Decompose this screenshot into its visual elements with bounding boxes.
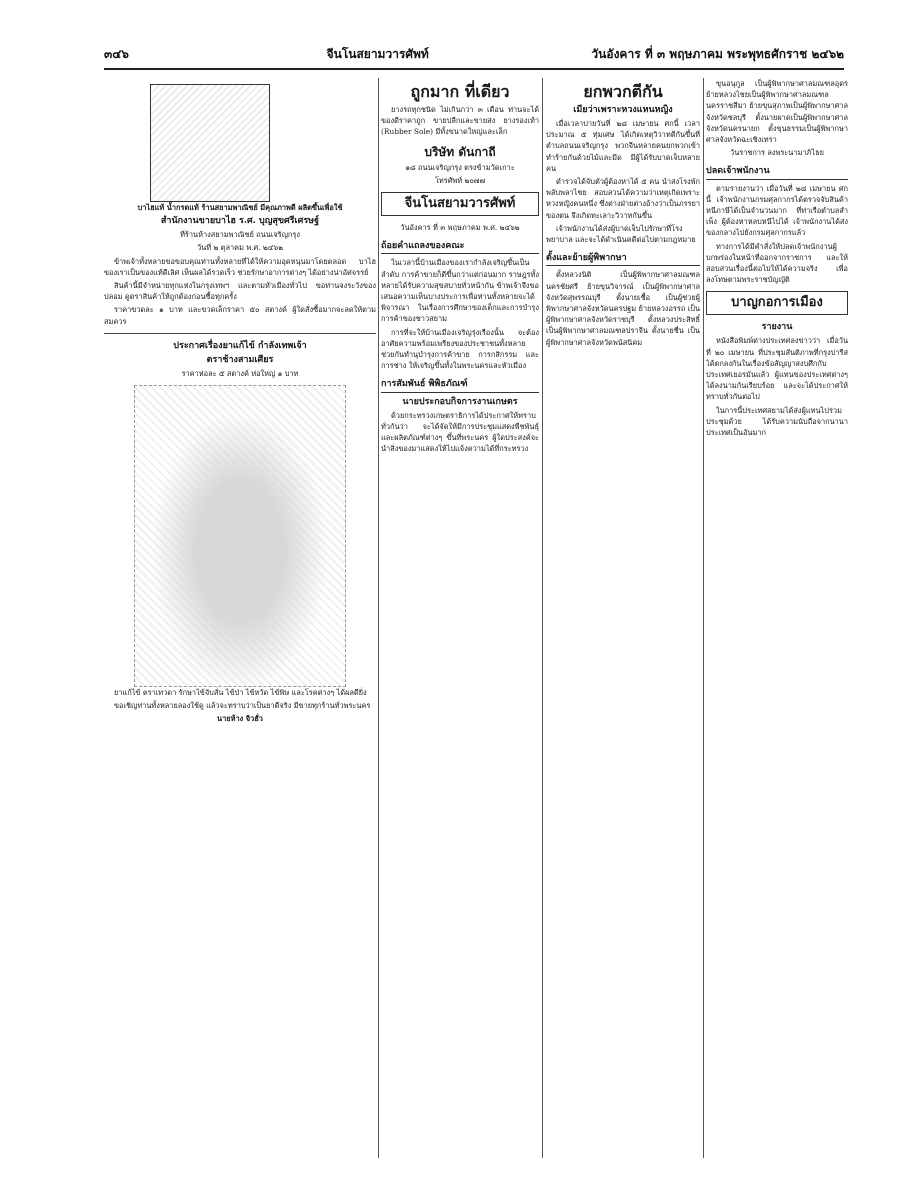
notice-line: วันราชการ ลงพระนามาภิไธย bbox=[730, 148, 824, 158]
illustration-side-text: ยาแก้ไข้ ตราเทวดา รักษาไข้จับสั่น ไข้ป่า ไข้หวัด ไข้พิษ และโรคต่างๆ ได้ผลดียิ่ง bbox=[114, 688, 367, 698]
article-heading: การสัมพันธ์ พิพิธภัณฑ์ bbox=[381, 379, 539, 392]
ad-headline: ถูกมาก ที่เดียว bbox=[410, 82, 510, 101]
column-1 bbox=[104, 78, 376, 1158]
section-heading: ตั้งและย้ายผู้พิพากษา bbox=[546, 253, 700, 266]
article-subheading: นายประกอบกิจการงานเกษตร bbox=[402, 396, 518, 407]
ad-caption: บาไฮแท้ น้ำกรดแท้ ร้านสยามพาณิชย์ มีคุณภาพดี ผลิตขึ้นเพื่อใช้ bbox=[137, 203, 343, 212]
foreign-news-subheading: รายงาน bbox=[761, 322, 793, 333]
footer-paragraph: ขอเชิญท่านทั้งหลายลองใช้ดู แล้วจะทราบว่าเป็นยาดีจริง มีขายทุกร้านทั่วพระนคร bbox=[114, 701, 371, 711]
masthead-box: จีนโนสยามวารศัพท์ bbox=[381, 192, 539, 216]
column-3 bbox=[546, 78, 700, 1158]
column-rule bbox=[378, 78, 379, 1158]
ad-address: ที่ร้านห้างสยามพาณิชย์ ถนนเจริญกรุง bbox=[180, 230, 300, 240]
column-rule bbox=[542, 78, 543, 1158]
issue-date: วันอังคาร ที่ ๓ พฤษภาคม พระพุทธศักราช ๒๔๖๒ bbox=[591, 47, 844, 61]
footer-signature: นายห้าง จิวฮั่ว bbox=[217, 714, 263, 724]
ad-paragraph: ราคาขวดละ ๑ บาท และขวดเล็กราคา ๕๐ สตางค์ ผู้ใดสั่งซื้อมากจะลดให้ตามสมควร bbox=[104, 305, 376, 326]
column-4 bbox=[706, 78, 848, 1158]
newspaper-masthead: จีนโนสยามวารศัพท์ bbox=[326, 47, 429, 61]
news-paragraph: ทางการได้มีคำสั่งให้ปลดเจ้าพนักงานผู้บกพร่องในหน้าที่ออกจากราชการ และให้สอบสวนเรื่องนี้ต่อไปให้ได้ความจริง เพื่อลงโทษตามพระราชบัญญัติ bbox=[706, 241, 848, 285]
news-paragraph: ตำรวจได้จับตัวผู้ต้องหาได้ ๕ คน นำส่งโรงพักพลับพลาไชย สอบสวนได้ความว่าเหตุเกิดเพราะหวงหญิงคนหนึ่ง ซึ่งต่างฝ่ายต่างอ้างว่าเป็นภรรยาของตน จึงเกิดทะเลาะวิวาทกันขึ้น bbox=[546, 177, 700, 220]
column-rule bbox=[703, 78, 704, 1158]
page-number: ๓๔๖ bbox=[104, 47, 129, 61]
company-name: บริษัท ดันกาถี bbox=[424, 144, 496, 159]
masthead-date: วันอังคาร ที่ ๓ พฤษภาคม พ.ศ. ๒๔๖๒ bbox=[400, 223, 520, 233]
divider bbox=[104, 333, 376, 334]
company-phone: โทรศัพท์ ๒๐๗๗ bbox=[434, 175, 486, 185]
section-title: ประกาศเรื่องยาแก้ไข้ กำลังเทพเจ้า bbox=[173, 340, 307, 351]
foreign-news-heading: บาญกอการเมือง bbox=[706, 291, 848, 315]
advertisement-illustration bbox=[150, 84, 270, 202]
medicine-ad-illustration bbox=[134, 385, 346, 687]
ad-body: ยางรถทุกชนิด ไม่เกินกว่า ๓ เดือน ท่านจะได้ของดีราคาถูก ขายปลีกและขายส่ง ยางรองเท้า (Rubber Sole) มีทั้งขนาดใหญ่และเล็ก bbox=[381, 105, 539, 137]
news-paragraph: เมื่อเวลาบ่ายวันที่ ๒๘ เมษายน ศกนี้ เวลาประมาณ ๕ ทุ่มเศษ ได้เกิดเหตุวิวาทตีกันขึ้นที่ตำบลถนนเจริญกรุง พวกจีนหลายคนยกพวกเข้าทำร้ายกันด้วยไม้และมีด มีผู้ได้รับบาดเจ็บหลายคน bbox=[546, 119, 700, 173]
news-paragraph: ในการนี้ประเทศสยามได้ส่งผู้แทนไปร่วมประชุมด้วย ได้รับความนับถือจากนานาประเทศเป็นอันมาก bbox=[706, 405, 848, 438]
page-header bbox=[104, 30, 844, 70]
section-subtitle: ตราช้างสามเศียร bbox=[206, 354, 274, 365]
column-2 bbox=[381, 78, 539, 1158]
news-headline: ยกพวกตีกัน bbox=[583, 82, 663, 101]
article-heading: ถ้อยคำแถลงของคณะ bbox=[381, 241, 539, 254]
ad-paragraph: สินค้านี้มีจำหน่ายทุกแห่งในกรุงเทพฯ และตามหัวเมืองทั่วไป ขอท่านจงระวังของปลอม ดูตราสินค้าให้ถูกต้องก่อนซื้อทุกครั้ง bbox=[104, 281, 376, 302]
appointments-list: ตั้งหลวงนิติ เป็นผู้พิพากษาศาลมณฑลนครชัยศรี ย้ายขุนวิจารณ์ เป็นผู้พิพากษาศาลจังหวัดสุพรรณบุรี ตั้งนายเชื้อ เป็นผู้ช่วยผู้พิพากษาศาลจังหวัดนครปฐม ย้ายหลวงอรรถ เป็นผู้พิพากษาศาลจังหวัดราชบุรี ตั้งหลวงประสิทธิ์ เป็นผู้พิพากษาศาลมณฑลปราจีน ตั้งนายชื่น เป็นผู้พิพากษาศาลจังหวัดพนัสนิคม bbox=[546, 270, 700, 347]
company-address: ๑๘ ถนนเจริญกรุง ตรงข้ามวัดเกาะ bbox=[405, 162, 515, 172]
ad-subtitle: สำนักงานขายบาไฮ ร.ศ. บุญสุขศรีเศรษฐ์ bbox=[160, 216, 320, 227]
ad-paragraph: ข้าพเจ้าทั้งหลายขอขอบคุณท่านทั้งหลายที่ได้ให้ความอุดหนุนมาโดยตลอด บาไฮของเราเป็นของแท้ดีเลิศ เห็นผลได้รวดเร็ว ช่วยรักษาอาการต่างๆ ได้อย่างน่าอัศจรรย์ bbox=[104, 256, 376, 277]
news-subheadline: เมียว่าเพราะหวงแหนหญิง bbox=[573, 105, 673, 115]
article-paragraph: การที่จะให้บ้านเมืองเจริญรุ่งเรืองนั้น จะต้องอาศัยความพร้อมเพรียงของประชาชนทั้งหลาย ช่วยกันทำนุบำรุงการค้าขาย การกสิกรรม และการช่าง ให้เจริญขึ้นทั้งในพระนครและหัวเมือง bbox=[381, 327, 539, 371]
news-paragraph: ตามรายงานว่า เมื่อวันที่ ๒๘ เมษายน ศกนี้ เจ้าพนักงานกรมศุลกากรได้ตรวจจับสินค้าหนีภาษีได้เป็นจำนวนมาก ที่ท่าเรือตำบลสำเพ็ง ผู้ต้องหาหลบหนีไปได้ เจ้าพนักงานได้ส่งของกลางไปยังกรมศุลกากรแล้ว bbox=[706, 183, 848, 238]
news-paragraph: เจ้าพนักงานได้ส่งผู้บาดเจ็บไปรักษาที่โรงพยาบาล และจะได้ดำเนินคดีต่อไปตามกฎหมาย bbox=[546, 223, 696, 245]
section-heading: ปลดเจ้าพนักงาน bbox=[706, 166, 848, 179]
appointments-continued: ขุนอนุกูล เป็นผู้พิพากษาศาลมณฑลอุดร ย้ายหลวงไชยเป็นผู้พิพากษาศาลมณฑลนครราชสีมา ย้ายขุนสุภาพเป็นผู้พิพากษาศาลจังหวัดชลบุรี ตั้งนายผาดเป็นผู้พิพากษาศาลจังหวัดนครนายก ตั้งขุนธรรมเป็นผู้พิพากษาศาลจังหวัดฉะเชิงเทรา bbox=[706, 79, 848, 145]
news-paragraph: หนังสือพิมพ์ต่างประเทศลงข่าวว่า เมื่อวันที่ ๒๐ เมษายน ที่ประชุมสันติภาพที่กรุงปารีส ได้ตกลงกันในเรื่องข้อสัญญาสงบศึกกับประเทศเยอรมันแล้ว ผู้แทนของประเทศต่างๆ ได้ลงนามกันเรียบร้อย และจะได้ประกาศให้ทราบทั่วกันต่อไป bbox=[706, 336, 848, 402]
price-line: ราคาห่อละ ๕ สตางค์ ห่อใหญ่ ๑ บาท bbox=[181, 368, 299, 378]
article-paragraph: ในเวลานี้บ้านเมืองของเรากำลังเจริญขึ้นเป็นลำดับ การค้าขายก็ดีขึ้นกว่าแต่ก่อนมาก ราษฎรทั้งหลายได้รับความสุขสบายทั่วหน้ากัน ข้าพเจ้าจึงขอเสนอความเห็นบางประการเพื่อท่านทั้งหลายจะได้พิจารณา ในเรื่องการศึกษาของเด็กและการบำรุงการค้าของชาวสยาม bbox=[381, 258, 539, 324]
article-paragraph: ด้วยกระทรวงเกษตราธิการได้ประกาศให้ทราบทั่วกันว่า จะได้จัดให้มีการประชุมแสดงพืชพันธุ์และผลิตภัณฑ์ต่างๆ ขึ้นที่พระนคร ผู้ใดประสงค์จะนำสิ่งของมาแสดงให้ไปแจ้งความได้ที่กระทรวง bbox=[381, 410, 539, 454]
ad-date: วันที่ ๒ ตุลาคม พ.ศ. ๒๔๖๒ bbox=[197, 243, 283, 253]
